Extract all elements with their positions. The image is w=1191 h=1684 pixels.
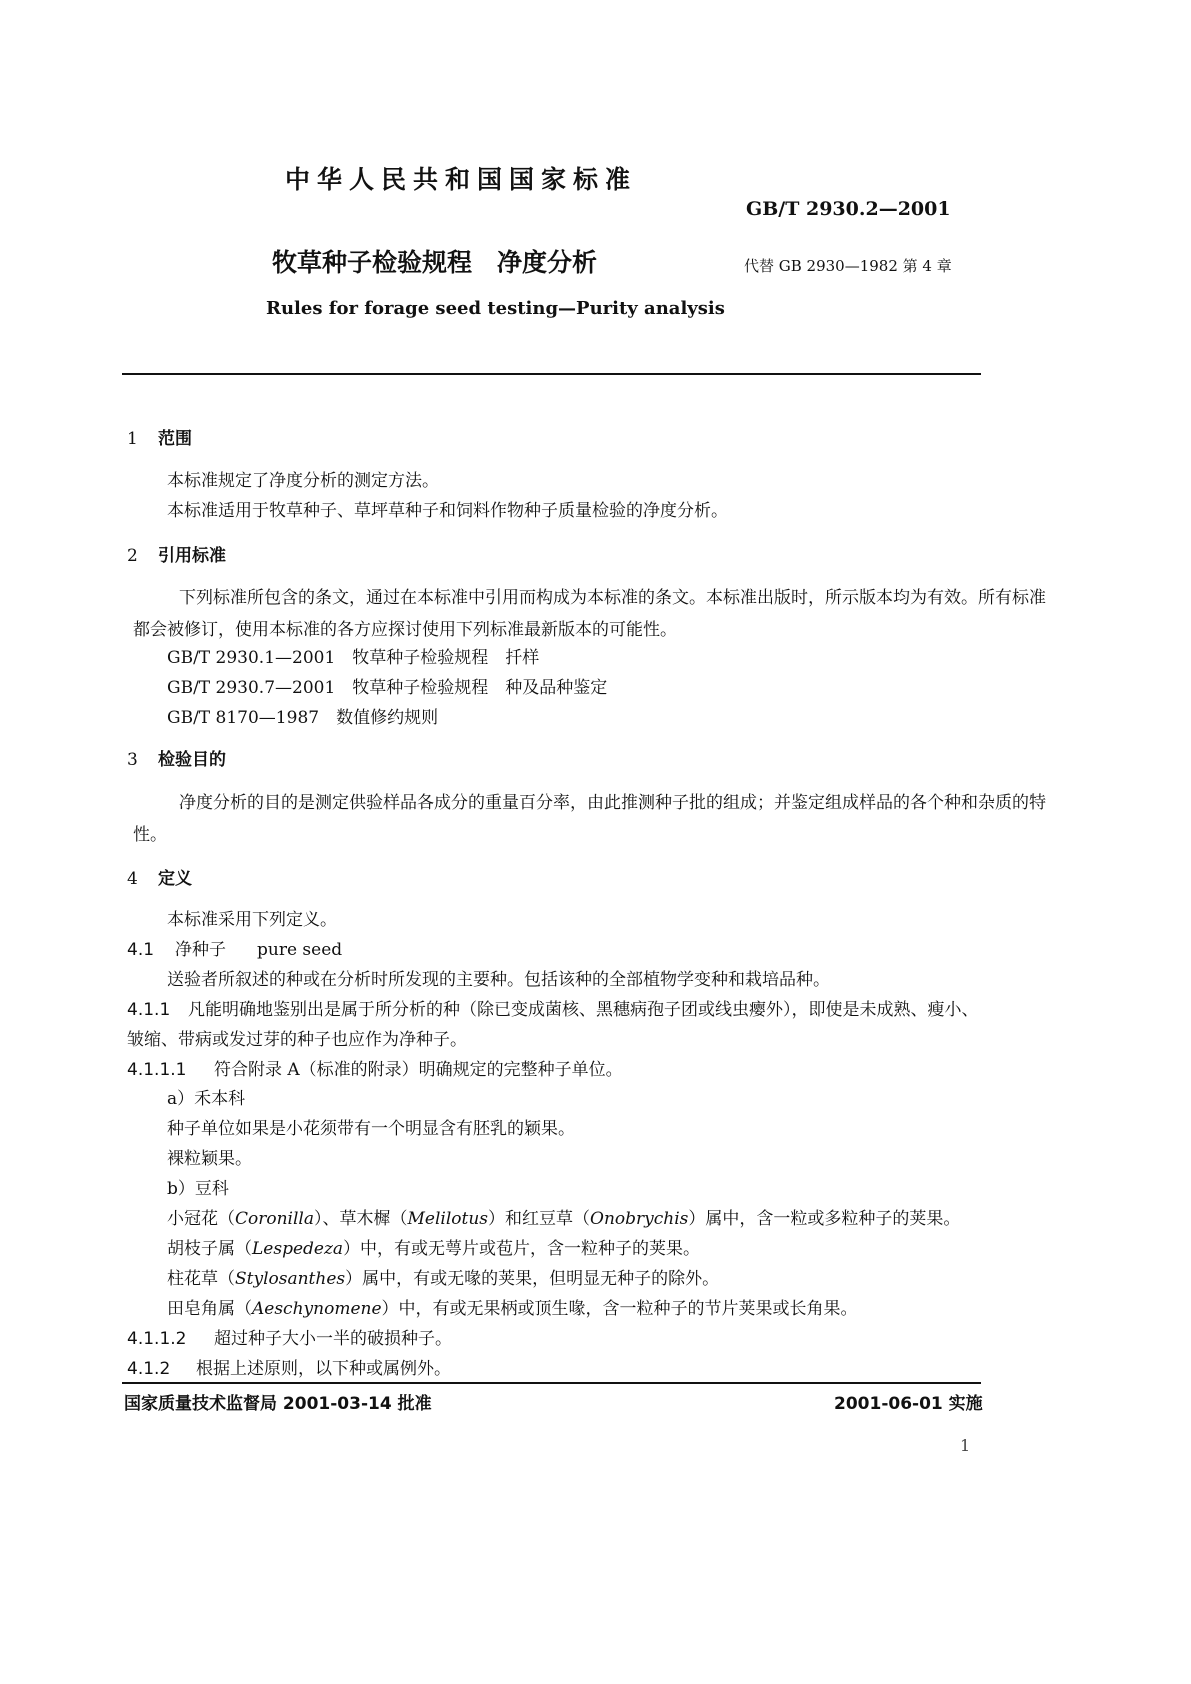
clause-4-1-2-number: 4.1.2 [127, 1359, 171, 1379]
section-1-paragraph-1: 本标准规定了净度分析的测定方法。 [167, 471, 439, 491]
clause-4-1-title: 净种子 [175, 940, 226, 960]
reference-2: GB/T 2930.7—2001 牧草种子检验规程 种及品种鉴定 [167, 678, 608, 698]
clause-4-1-1-2-number: 4.1.1.2 [127, 1329, 187, 1349]
clause-4-1-1-2-text: 超过种子大小一半的破损种子。 [214, 1329, 452, 1349]
section-2-heading: 引用标准 [158, 546, 226, 566]
approval-note: 国家质量技术监督局 2001-03-14 批准 [124, 1394, 432, 1414]
clause-4-1-text: 送验者所叙述的种或在分析时所发现的主要种。包括该种的全部植物学变种和栽培品种。 [167, 970, 830, 990]
reference-1: GB/T 2930.1—2001 牧草种子检验规程 扦样 [167, 648, 540, 668]
clause-4-1-number: 4.1 [127, 940, 155, 960]
section-4-heading: 定义 [158, 869, 192, 889]
clause-4-1-1-text: 凡能明确地鉴别出是属于所分析的种（除已变成菌核、黑穗病孢子团或线虫瘿外），即使是未成熟、瘦小、皱缩、带病或发过芽的种子也应作为净种子。 [127, 1000, 979, 1050]
clause-4-1-2-text: 根据上述原则，以下种或属例外。 [196, 1359, 451, 1379]
section-2-paragraph: 下列标准所包含的条文，通过在本标准中引用而构成为本标准的条文。本标准出版时，所示版本均为有效。所有标准都会被修订，使用本标准的各方应探讨使用下列标准最新版本的可能性。 [133, 588, 1046, 640]
clause-4-1-1-1-number: 4.1.1.1 [127, 1060, 187, 1080]
header-divider [122, 373, 981, 375]
footer-divider [122, 1382, 981, 1384]
section-4-number: 4 [127, 869, 138, 889]
section-1-heading: 范围 [158, 429, 192, 449]
item-b-line-3: 柱花草（Stylosanthes）属中，有或无喙的荚果，但明显无种子的除外。 [167, 1269, 720, 1289]
clause-4-1-1-number: 4.1.1 [127, 1000, 171, 1020]
clause-4-1-english: pure seed [257, 940, 343, 960]
section-3-paragraph: 净度分析的目的是测定供验样品各成分的重量百分率，由此推测种子批的组成；并鉴定组成样品的各个种和杂质的特性。 [133, 793, 1046, 845]
reference-3: GB/T 8170—1987 数值修约规则 [167, 708, 439, 728]
page-number: 1 [960, 1436, 971, 1455]
item-b-line-1: 小冠花（Coronilla）、草木樨（Melilotus）和红豆草（Onobrychis）属中，含一粒或多粒种子的荚果。 [167, 1209, 961, 1229]
item-b-line-2: 胡枝子属（Lespedeza）中，有或无萼片或苞片，含一粒种子的荚果。 [167, 1239, 701, 1259]
standard-code: GB/T 2930.2—2001 [746, 198, 951, 220]
section-1-number: 1 [127, 429, 138, 449]
section-3-number: 3 [127, 750, 138, 770]
item-a-line-2: 裸粒颖果。 [167, 1149, 252, 1169]
document-title-en: Rules for forage seed testing—Purity analysis [266, 298, 725, 319]
national-standard-title: 中华人民共和国国家标准 [285, 165, 638, 194]
section-3-heading: 检验目的 [158, 750, 226, 770]
item-b-label: b）豆科 [167, 1179, 229, 1199]
section-1-paragraph-2: 本标准适用于牧草种子、草坪草种子和饲料作物种子质量检验的净度分析。 [167, 501, 728, 521]
item-b-line-4: 田皂角属（Aeschynomene）中，有或无果柄或顶生喙，含一粒种子的节片荚果或长角果。 [167, 1299, 858, 1319]
section-2-number: 2 [127, 546, 138, 566]
section-4-intro: 本标准采用下列定义。 [167, 910, 337, 930]
document-title-cn: 牧草种子检验规程 净度分析 [272, 248, 598, 277]
clause-4-1-1-1-text: 符合附录 A（标准的附录）明确规定的完整种子单位。 [214, 1060, 623, 1080]
implementation-date: 2001-06-01 实施 [834, 1394, 983, 1414]
replaces-note: 代替 GB 2930—1982 第 4 章 [744, 257, 952, 275]
item-a-label: a）禾本科 [167, 1089, 246, 1109]
item-a-line-1: 种子单位如果是小花须带有一个明显含有胚乳的颖果。 [167, 1119, 575, 1139]
